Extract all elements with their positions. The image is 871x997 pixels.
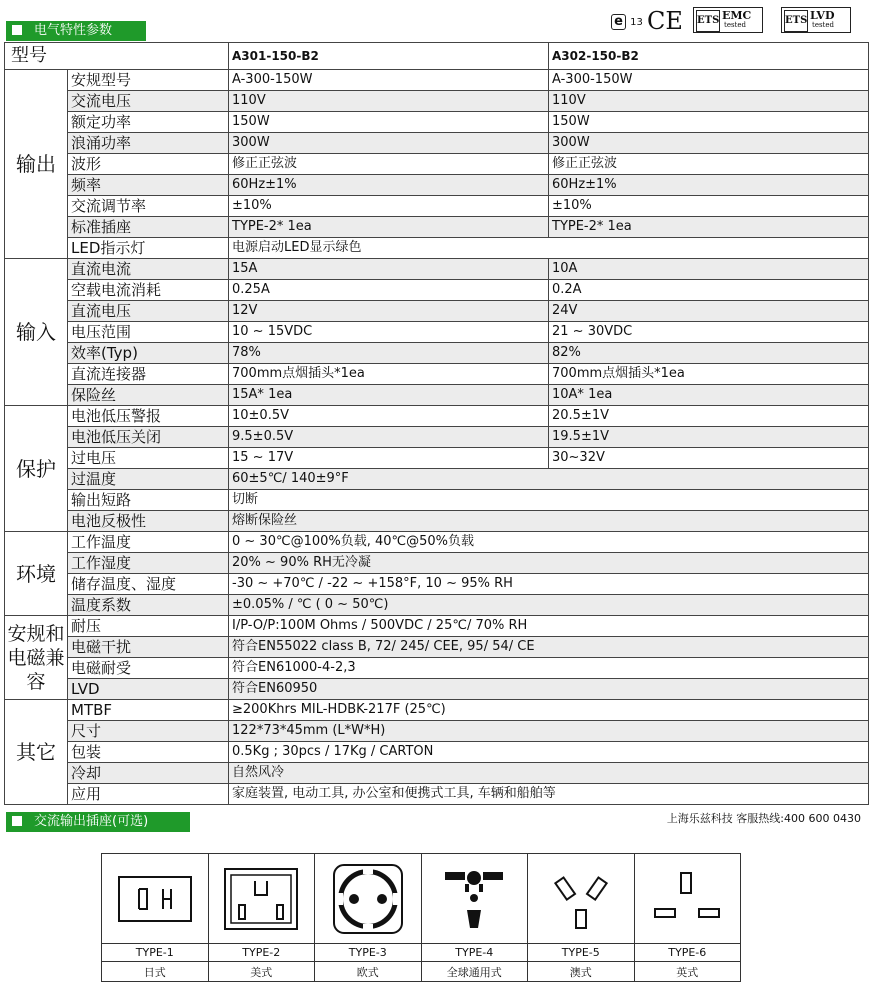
plug-type-table [101, 853, 741, 982]
model-row [5, 43, 869, 70]
type2-socket-icon [208, 854, 315, 944]
spec-table [4, 42, 869, 805]
spec-label: 直流连接器 [68, 364, 229, 385]
spec-label: 电磁耐受 [68, 658, 229, 679]
spec-label: 电池低压关闭 [68, 427, 229, 448]
spec-label: 温度系数 [68, 595, 229, 616]
type3-socket-icon [315, 854, 422, 944]
spec-value: 60Hz±1% [229, 175, 549, 196]
spec-label: 电压范围 [68, 322, 229, 343]
square-icon [12, 25, 22, 35]
spec-value: A-300-150W [549, 70, 869, 91]
spec-label: 电池反极性 [68, 511, 229, 532]
type4-socket-icon [421, 854, 528, 944]
spec-value: 0.5Kg ; 30pcs / 17Kg / CARTON [229, 742, 869, 763]
spec-row [5, 259, 869, 280]
spec-row [5, 70, 869, 91]
spec-label: 耐压 [68, 616, 229, 637]
section-header-electrical [6, 21, 146, 41]
spec-value: 家庭装置, 电动工具, 办公室和便携式工具, 车辆和船舶等 [229, 784, 869, 805]
spec-row [5, 784, 869, 805]
spec-row [5, 469, 869, 490]
spec-label: LVD [68, 679, 229, 700]
ce-mark-icon: CE [647, 7, 683, 35]
spec-value: 15A* 1ea [229, 385, 549, 406]
plug-type-label: TYPE-1 [102, 944, 209, 962]
spec-value: 150W [229, 112, 549, 133]
section-title: 电气特性参数 [34, 23, 113, 38]
spec-label: 波形 [68, 154, 229, 175]
spec-label: 效率(Typ) [68, 343, 229, 364]
spec-label: 频率 [68, 175, 229, 196]
spec-row [5, 490, 869, 511]
spec-value: 0.2A [549, 280, 869, 301]
spec-value: 0.25A [229, 280, 549, 301]
spec-row [5, 553, 869, 574]
spec-label: 应用 [68, 784, 229, 805]
spec-row [5, 154, 869, 175]
spec-row [5, 301, 869, 322]
group-label: 环境 [5, 532, 68, 616]
spec-value: 122*73*45mm (L*W*H) [229, 721, 869, 742]
spec-value: 700mm点烟插头*1ea [549, 364, 869, 385]
spec-label: 工作温度 [68, 532, 229, 553]
spec-label: 电磁干扰 [68, 637, 229, 658]
spec-value: 82% [549, 343, 869, 364]
spec-value: 110V [549, 91, 869, 112]
spec-value: 修正正弦波 [229, 154, 549, 175]
spec-row [5, 91, 869, 112]
spec-value: 60Hz±1% [549, 175, 869, 196]
spec-label: 尺寸 [68, 721, 229, 742]
spec-label: 保险丝 [68, 385, 229, 406]
spec-value: 15A [229, 259, 549, 280]
plug-region-label: 美式 [208, 962, 315, 982]
spec-value: 熔断保险丝 [229, 511, 869, 532]
spec-label: 额定功率 [68, 112, 229, 133]
spec-row [5, 595, 869, 616]
spec-value: 10A* 1ea [549, 385, 869, 406]
spec-label: 包装 [68, 742, 229, 763]
spec-label: 交流调节率 [68, 196, 229, 217]
spec-row [5, 721, 869, 742]
plug-region-label: 欧式 [315, 962, 422, 982]
spec-value: 切断 [229, 490, 869, 511]
spec-row [5, 175, 869, 196]
spec-label: 储存温度、湿度 [68, 574, 229, 595]
group-label: 安规和电磁兼容 [5, 616, 68, 700]
spec-value: 10 ~ 15VDC [229, 322, 549, 343]
spec-value: 700mm点烟插头*1ea [229, 364, 549, 385]
spec-row [5, 637, 869, 658]
spec-value: ±10% [229, 196, 549, 217]
plug-region-label: 澳式 [528, 962, 635, 982]
spec-value: 110V [229, 91, 549, 112]
spec-row [5, 742, 869, 763]
spec-value: ±10% [549, 196, 869, 217]
square-icon [12, 816, 22, 826]
spec-value: 9.5±0.5V [229, 427, 549, 448]
spec-value: TYPE-2* 1ea [549, 217, 869, 238]
ets-lvd-mark-icon: ETS LVD tested [781, 7, 851, 33]
spec-row [5, 364, 869, 385]
plug-type-label: TYPE-2 [208, 944, 315, 962]
spec-row [5, 700, 869, 721]
group-label: 输入 [5, 259, 68, 406]
plug-region-label: 英式 [634, 962, 741, 982]
spec-label: MTBF [68, 700, 229, 721]
spec-row [5, 280, 869, 301]
spec-row [5, 406, 869, 427]
spec-value: A-300-150W [229, 70, 549, 91]
spec-value: 300W [229, 133, 549, 154]
e-mark-icon: e 13 [611, 14, 643, 30]
spec-label: LED指示灯 [68, 238, 229, 259]
plug-type-label: TYPE-6 [634, 944, 741, 962]
spec-value: 15 ~ 17V [229, 448, 549, 469]
spec-value: 电源启动LED显示绿色 [229, 238, 869, 259]
plug-type-label: TYPE-5 [528, 944, 635, 962]
spec-value: 60±5℃/ 140±9°F [229, 469, 869, 490]
spec-value: 自然风冷 [229, 763, 869, 784]
spec-row [5, 574, 869, 595]
section-header-ac-outlet [6, 812, 190, 832]
spec-value: I/P-O/P:100M Ohms / 500VDC / 25℃/ 70% RH [229, 616, 869, 637]
spec-row [5, 343, 869, 364]
model-2: A302-150-B2 [549, 43, 869, 70]
group-label: 其它 [5, 700, 68, 805]
spec-label: 安规型号 [68, 70, 229, 91]
plug-type-label: TYPE-4 [421, 944, 528, 962]
spec-value: 10A [549, 259, 869, 280]
spec-row [5, 238, 869, 259]
spec-row [5, 133, 869, 154]
spec-value: 符合EN61000-4-2,3 [229, 658, 869, 679]
spec-row [5, 763, 869, 784]
type1-socket-icon [102, 854, 209, 944]
spec-row [5, 658, 869, 679]
spec-label: 交流电压 [68, 91, 229, 112]
spec-value: ±0.05% / ℃ ( 0 ~ 50℃) [229, 595, 869, 616]
spec-label: 浪涌功率 [68, 133, 229, 154]
spec-value: 19.5±1V [549, 427, 869, 448]
spec-label: 直流电压 [68, 301, 229, 322]
spec-label: 输出短路 [68, 490, 229, 511]
spec-row [5, 511, 869, 532]
spec-value: 符合EN55022 class B, 72/ 245/ CEE, 95/ 54/ CE [229, 637, 869, 658]
spec-value: ≥200Khrs MIL-HDBK-217F (25℃) [229, 700, 869, 721]
spec-value: 78% [229, 343, 549, 364]
section-title: 交流输出插座(可选) [34, 814, 149, 829]
spec-row [5, 322, 869, 343]
spec-row [5, 196, 869, 217]
spec-value: 20% ~ 90% RH无冷凝 [229, 553, 869, 574]
plug-region-label: 日式 [102, 962, 209, 982]
spec-row [5, 217, 869, 238]
ets-emc-mark-icon: ETS EMC tested [693, 7, 763, 33]
spec-label: 标准插座 [68, 217, 229, 238]
spec-value: 0 ~ 30℃@100%负载, 40℃@50%负载 [229, 532, 869, 553]
spec-value: -30 ~ +70℃ / -22 ~ +158°F, 10 ~ 95% RH [229, 574, 869, 595]
spec-row [5, 448, 869, 469]
type6-socket-icon [634, 854, 741, 944]
model-1: A301-150-B2 [229, 43, 549, 70]
spec-row [5, 616, 869, 637]
plug-type-label: TYPE-3 [315, 944, 422, 962]
spec-value: 150W [549, 112, 869, 133]
spec-value: 修正正弦波 [549, 154, 869, 175]
type5-socket-icon [528, 854, 635, 944]
spec-value: 21 ~ 30VDC [549, 322, 869, 343]
spec-label: 工作湿度 [68, 553, 229, 574]
spec-row [5, 385, 869, 406]
spec-label: 直流电流 [68, 259, 229, 280]
group-label: 保护 [5, 406, 68, 532]
spec-label: 过电压 [68, 448, 229, 469]
certification-marks [611, 6, 863, 34]
spec-value: 24V [549, 301, 869, 322]
contact-hotline: 上海乐兹科技 客服热线:400 600 0430 [666, 812, 861, 825]
spec-value: 12V [229, 301, 549, 322]
spec-label: 空载电流消耗 [68, 280, 229, 301]
spec-value: 300W [549, 133, 869, 154]
spec-value: 30~32V [549, 448, 869, 469]
spec-label: 电池低压警报 [68, 406, 229, 427]
spec-row [5, 679, 869, 700]
spec-row [5, 112, 869, 133]
spec-row [5, 532, 869, 553]
spec-value: TYPE-2* 1ea [229, 217, 549, 238]
spec-row [5, 427, 869, 448]
group-label: 输出 [5, 70, 68, 259]
spec-label: 过温度 [68, 469, 229, 490]
spec-value: 符合EN60950 [229, 679, 869, 700]
spec-value: 10±0.5V [229, 406, 549, 427]
plug-region-label: 全球通用式 [421, 962, 528, 982]
spec-value: 20.5±1V [549, 406, 869, 427]
model-label: 型号 [5, 43, 229, 70]
spec-label: 冷却 [68, 763, 229, 784]
